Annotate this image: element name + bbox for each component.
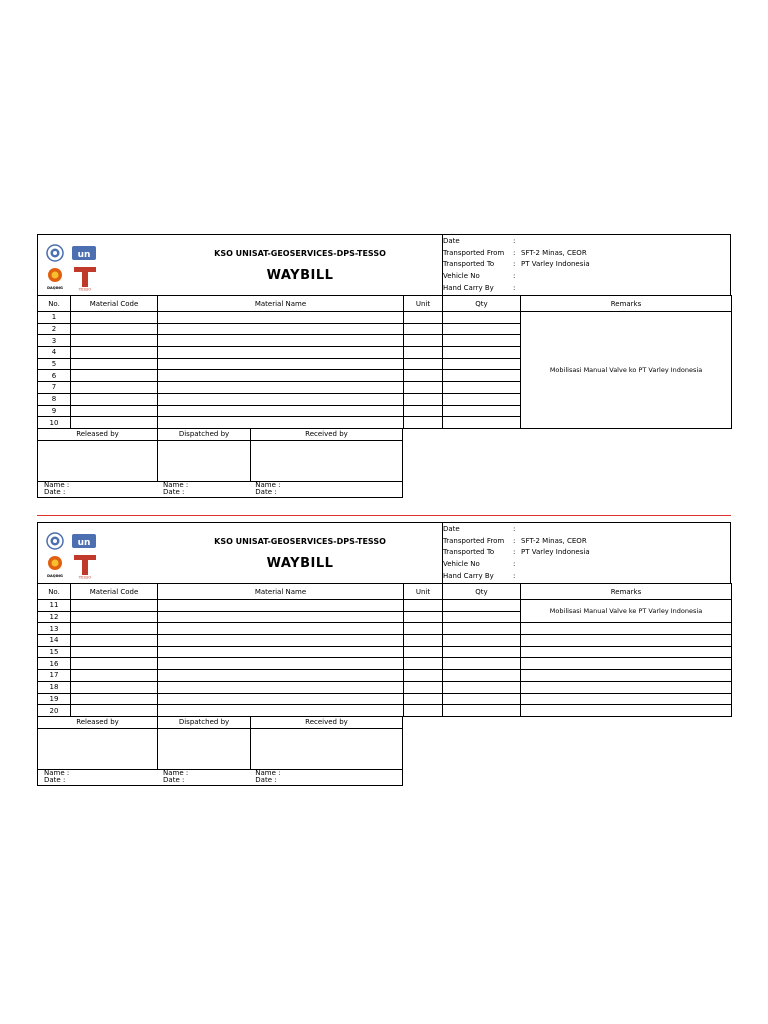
received-signature-box[interactable] [251,441,402,481]
dispatched-name-date: Name : Date : [163,768,189,785]
unit-cell[interactable] [404,705,443,717]
qty-cell[interactable] [443,405,521,417]
form-header [37,522,731,583]
items-body [38,312,732,429]
material-code-cell[interactable] [71,347,158,359]
material-name-cell[interactable] [158,347,404,359]
tesso-logo-icon [74,267,96,291]
qty-cell[interactable] [443,693,521,705]
header-left [38,235,443,295]
qty-cell[interactable] [443,393,521,405]
unit-cell[interactable] [404,623,443,635]
remarks-cell-empty[interactable] [521,658,732,670]
items-body [38,600,732,717]
qty-cell[interactable] [443,635,521,647]
unit-cell[interactable] [404,417,443,429]
qty-cell[interactable] [443,358,521,370]
remarks-cell[interactable]: Mobilisasi Manual Valve ko PT Varley Indonesia [521,312,732,429]
table-row [38,623,732,635]
remarks-cell-empty[interactable] [521,646,732,658]
row-number: 13 [38,623,71,635]
material-code-cell[interactable] [71,370,158,382]
row-number: 15 [38,646,71,658]
qty-cell[interactable] [443,312,521,324]
received-by-label: Received by [305,429,348,438]
waybill-title: WAYBILL [266,556,334,571]
released-name-date: Name : Date : [44,480,70,497]
info-row-carry: Hand Carry By : [443,571,516,580]
material-name-cell[interactable] [158,693,404,705]
released-name-date: Name : Date : [44,768,70,785]
material-code-cell[interactable] [71,646,158,658]
qty-cell[interactable] [443,646,521,658]
col-remarks: Remarks [521,584,732,600]
col-qty: Qty [443,296,521,312]
received-name-date: Name : Date : [255,480,281,497]
released-signature-box[interactable] [38,729,158,769]
material-code-cell[interactable] [71,358,158,370]
material-name-cell[interactable] [158,382,404,394]
material-name-cell[interactable] [158,335,404,347]
qty-cell[interactable] [443,600,521,612]
unit-cell[interactable] [404,658,443,670]
table-row [38,658,732,670]
info-row-vehicle: Vehicle No : [443,272,516,281]
info-row-from: Transported From : SFT-2 Minas, CEOR [443,248,587,257]
table-row [38,693,732,705]
items-table [37,295,732,429]
qty-cell[interactable] [443,670,521,682]
company-logos [44,531,104,579]
col-no: No. [38,584,71,600]
signature-block [37,717,403,786]
row-number: 4 [38,347,71,359]
unit-cell[interactable] [404,600,443,612]
unit-cell[interactable] [404,335,443,347]
qty-cell[interactable] [443,370,521,382]
unit-cell[interactable] [404,670,443,682]
col-material-name: Material Name [158,584,404,600]
row-number: 10 [38,417,71,429]
col-unit: Unit [404,584,443,600]
material-name-cell[interactable] [158,658,404,670]
material-name-cell[interactable] [158,312,404,324]
table-row [38,670,732,682]
remarks-cell-empty[interactable] [521,681,732,693]
received-signature-box[interactable] [251,729,402,769]
material-name-cell[interactable] [158,670,404,682]
svg-text:DAQING: DAQING [47,286,63,290]
col-material-code: Material Code [71,296,158,312]
material-name-cell[interactable] [158,705,404,717]
released-by-label: Released by [38,717,158,728]
material-code-cell[interactable] [71,705,158,717]
remarks-cell[interactable]: Mobilisasi Manual Valve ke PT Varley Indonesia [521,600,732,623]
dispatched-signature-box[interactable] [158,441,251,481]
material-name-cell[interactable] [158,646,404,658]
material-name-cell[interactable] [158,393,404,405]
qty-cell[interactable] [443,623,521,635]
material-name-cell[interactable] [158,623,404,635]
unit-cell[interactable] [404,693,443,705]
svg-text:un: un [77,538,91,548]
waybill-form-1 [37,234,731,498]
qty-cell[interactable] [443,347,521,359]
info-row-to: Transported To : PT Varley Indonesia [443,548,590,557]
material-code-cell[interactable] [71,393,158,405]
company-name: KSO UNISAT-GEOSERVICES-DPS-TESSO [214,249,386,258]
remarks-cell-empty[interactable] [521,635,732,647]
svg-text:TESSO: TESSO [78,575,92,579]
tesso-logo-icon [74,555,96,579]
dispatched-by-label: Dispatched by [158,429,251,440]
unit-cell[interactable] [404,312,443,324]
table-row [38,635,732,647]
row-number: 5 [38,358,71,370]
unit-cell[interactable] [404,358,443,370]
waybill-title: WAYBILL [266,268,334,283]
qty-cell[interactable] [443,658,521,670]
material-code-cell[interactable] [71,417,158,429]
qty-cell[interactable] [443,611,521,623]
material-name-cell[interactable] [158,611,404,623]
material-name-cell[interactable] [158,323,404,335]
row-number: 16 [38,658,71,670]
daqing-logo-icon [47,268,63,290]
table-row [38,600,732,612]
row-number: 1 [38,312,71,324]
form-header [37,234,731,295]
material-code-cell[interactable] [71,670,158,682]
col-material-name: Material Name [158,296,404,312]
svg-text:DAQING: DAQING [47,574,63,578]
info-row-from: Transported From : SFT-2 Minas, CEOR [443,536,587,545]
dispatched-signature-box[interactable] [158,729,251,769]
company-name: KSO UNISAT-GEOSERVICES-DPS-TESSO [214,537,386,546]
material-name-cell[interactable] [158,681,404,693]
unit-cell[interactable] [404,393,443,405]
transport-info [443,524,590,582]
material-code-cell[interactable] [71,323,158,335]
remarks-cell-empty[interactable] [521,705,732,717]
items-table [37,583,732,717]
unit-cell[interactable] [404,611,443,623]
info-row-to: Transported To : PT Varley Indonesia [443,260,590,269]
info-row-date: Date : [443,525,516,533]
material-code-cell[interactable] [71,335,158,347]
transport-info [443,236,590,294]
unit-cell[interactable] [404,347,443,359]
signature-block [37,429,403,498]
material-name-cell[interactable] [158,417,404,429]
material-code-cell[interactable] [71,635,158,647]
row-number: 12 [38,611,71,623]
material-code-cell[interactable] [71,312,158,324]
unit-cell[interactable] [404,681,443,693]
row-number: 11 [38,600,71,612]
unit-cell[interactable] [404,646,443,658]
row-number: 18 [38,681,71,693]
row-number: 6 [38,370,71,382]
qty-cell[interactable] [443,335,521,347]
svg-text:un: un [77,250,91,260]
material-code-cell[interactable] [71,611,158,623]
table-row [38,312,732,324]
qty-cell[interactable] [443,382,521,394]
table-row [38,681,732,693]
remarks-cell-empty[interactable] [521,670,732,682]
received-by-label: Received by [305,717,348,726]
un-logo-icon [72,534,96,548]
unit-cell[interactable] [404,323,443,335]
material-name-cell[interactable] [158,405,404,417]
company-logos [44,243,104,291]
unit-cell[interactable] [404,370,443,382]
material-code-cell[interactable] [71,405,158,417]
dispatched-name-date: Name : Date : [163,480,189,497]
qty-cell[interactable] [443,417,521,429]
row-number: 20 [38,705,71,717]
material-name-cell[interactable] [158,635,404,647]
col-no: No. [38,296,71,312]
qty-cell[interactable] [443,681,521,693]
dispatched-by-label: Dispatched by [158,717,251,728]
unit-cell[interactable] [404,635,443,647]
material-name-cell[interactable] [158,600,404,612]
table-header [38,296,732,312]
table-header [38,584,732,600]
col-remarks: Remarks [521,296,732,312]
unisat-logo-icon [47,245,63,261]
waybill-form-2 [37,522,731,786]
col-material-code: Material Code [71,584,158,600]
row-number: 2 [38,323,71,335]
table-row [38,705,732,717]
row-number: 14 [38,635,71,647]
un-logo-icon [72,246,96,260]
daqing-logo-icon [47,556,63,578]
qty-cell[interactable] [443,323,521,335]
material-name-cell[interactable] [158,358,404,370]
svg-text:TESSO: TESSO [78,287,92,291]
material-code-cell[interactable] [71,693,158,705]
material-name-cell[interactable] [158,370,404,382]
info-row-vehicle: Vehicle No : [443,560,516,569]
table-row [38,646,732,658]
material-code-cell[interactable] [71,658,158,670]
unit-cell[interactable] [404,382,443,394]
row-number: 8 [38,393,71,405]
material-code-cell[interactable] [71,600,158,612]
qty-cell[interactable] [443,705,521,717]
material-code-cell[interactable] [71,623,158,635]
released-signature-box[interactable] [38,441,158,481]
material-code-cell[interactable] [71,681,158,693]
released-by-label: Released by [38,429,158,440]
received-name-date: Name : Date : [255,768,281,785]
unit-cell[interactable] [404,405,443,417]
row-number: 9 [38,405,71,417]
row-number: 17 [38,670,71,682]
remarks-cell-empty[interactable] [521,693,732,705]
row-number: 7 [38,382,71,394]
col-unit: Unit [404,296,443,312]
row-number: 3 [38,335,71,347]
row-number: 19 [38,693,71,705]
info-row-date: Date : [443,237,516,245]
material-code-cell[interactable] [71,382,158,394]
col-qty: Qty [443,584,521,600]
remarks-cell-empty[interactable] [521,623,732,635]
divider-line [37,515,731,516]
header-left [38,523,443,583]
info-row-carry: Hand Carry By : [443,283,516,292]
unisat-logo-icon [47,533,63,549]
